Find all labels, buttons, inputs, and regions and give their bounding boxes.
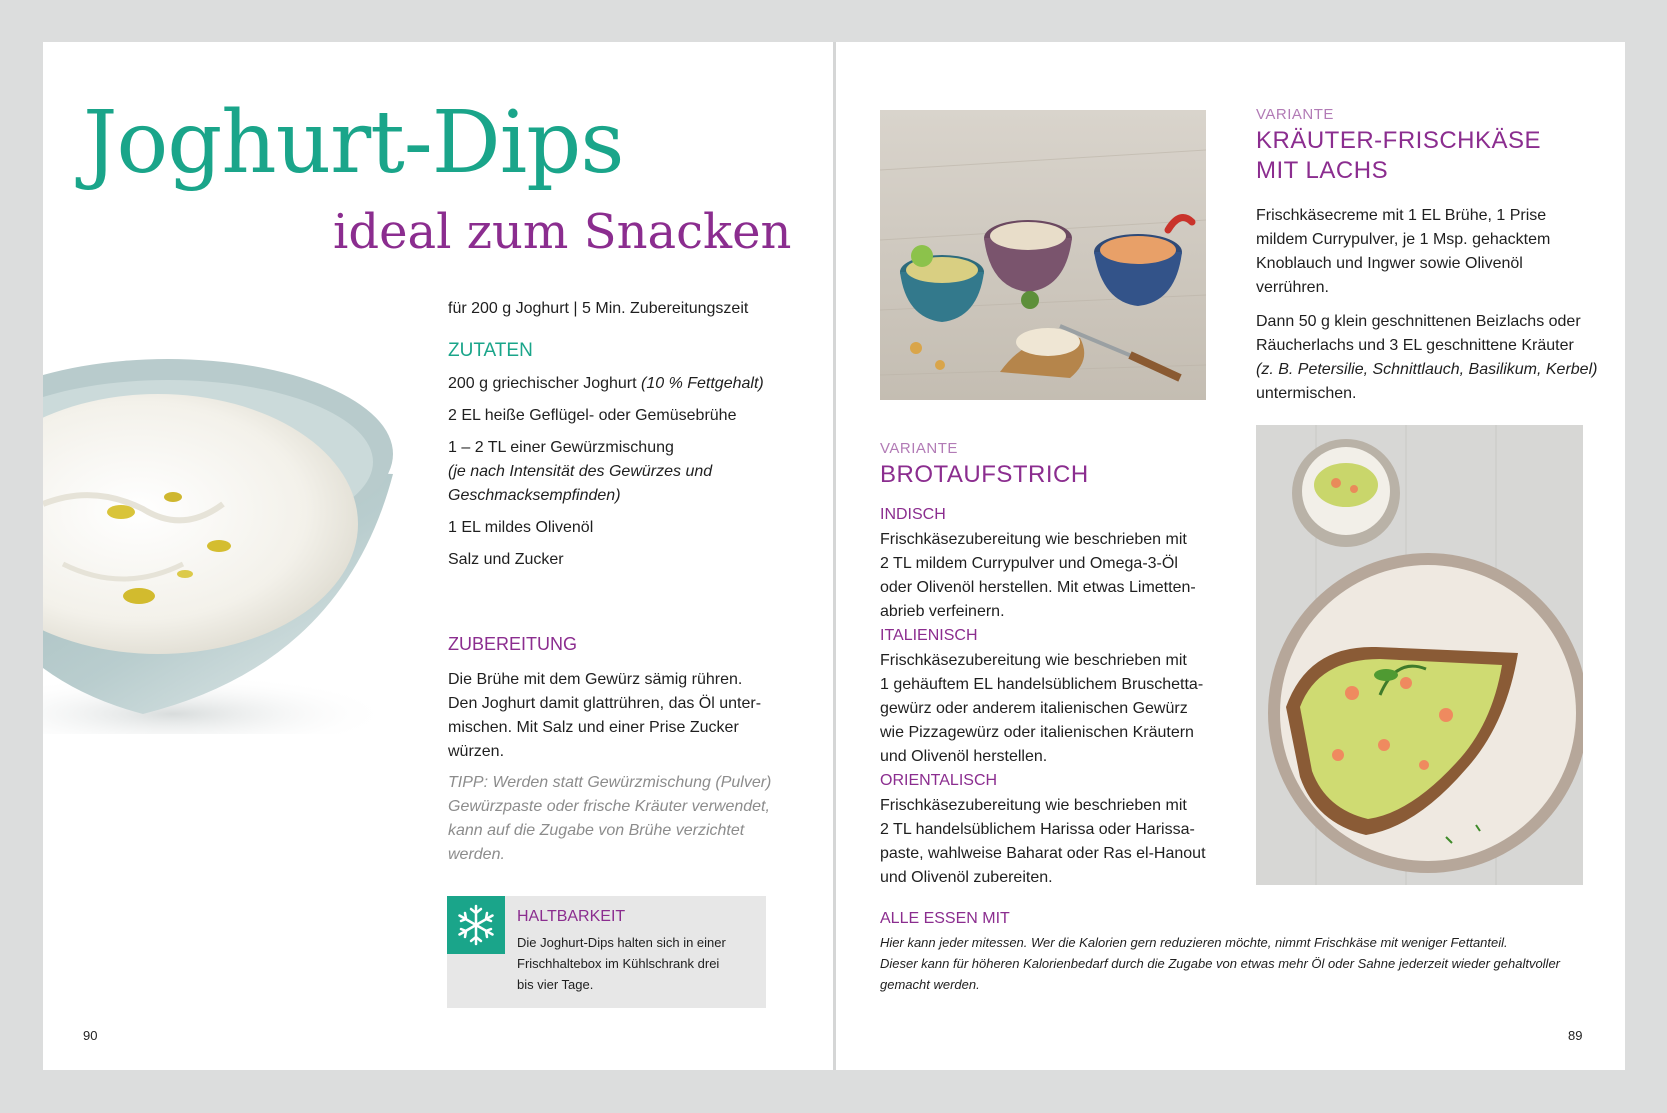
ingredient-3-note-2: Geschmacksempfinden) — [448, 487, 621, 504]
page-number-left: 90 — [83, 1028, 98, 1043]
orientalisch-line-3: paste, wahlweise Baharat oder Ras el-Hanout — [880, 845, 1206, 862]
alle-line-1: Hier kann jeder mitessen. Wer die Kalorien gern reduzieren möchte, nimmt Frischkäse mit weniger Fettanteil. — [880, 935, 1508, 950]
ingredient-1: 200 g griechischer Joghurt (10 % Fettgehalt) — [448, 375, 764, 392]
variant2-p2-italic: (z. B. Petersilie, Schnittlauch, Basilikum, Kerbel) — [1256, 361, 1598, 378]
variant2-title-line-1: KRÄUTER-FRISCHKÄSE — [1256, 127, 1542, 154]
ingredient-2: 2 EL heiße Geflügel- oder Gemüsebrühe — [448, 407, 737, 424]
variant2-p1-line-3: Knoblauch und Ingwer sowie Olivenöl — [1256, 255, 1523, 272]
indisch-line-3: oder Olivenöl herstellen. Mit etwas Limetten- — [880, 579, 1196, 596]
page-title: Joghurt-Dips — [83, 93, 624, 193]
page-number-right: 89 — [1568, 1028, 1583, 1043]
tipp-line-4: werden. — [448, 846, 505, 863]
alle-line-3: gemacht werden. — [880, 977, 980, 992]
zubereitung-heading: ZUBEREITUNG — [448, 634, 578, 654]
zubereitung-line-3: mischen. Mit Salz und einer Prise Zucker — [448, 719, 739, 736]
indisch-heading: INDISCH — [880, 506, 946, 523]
ingredient-3: 1 – 2 TL einer Gewürzmischung — [448, 439, 674, 456]
variant2-p1-line-1: Frischkäsecreme mit 1 EL Brühe, 1 Prise — [1256, 207, 1547, 224]
tipp-line-3: kann auf die Zugabe von Brühe verzichtet — [448, 822, 745, 839]
variant2-p2-line-1: Dann 50 g klein geschnittenen Beizlachs oder — [1256, 313, 1581, 330]
italienisch-line-3: gewürz oder anderem italienischen Gewürz — [880, 700, 1188, 717]
right-page — [836, 42, 1625, 1070]
italienisch-line-4: wie Pizzagewürz oder italienischen Kräutern — [880, 724, 1194, 741]
tipp-line-1: TIPP: Werden statt Gewürzmischung (Pulver) — [448, 774, 772, 791]
orientalisch-line-4: und Olivenöl zubereiten. — [880, 869, 1053, 886]
haltbarkeit-box — [447, 896, 766, 1008]
variant2-p1-line-4: verrühren. — [1256, 279, 1329, 296]
haltbarkeit-line-1: Die Joghurt-Dips halten sich in einer — [517, 935, 726, 950]
italienisch-heading: ITALIENISCH — [880, 627, 978, 644]
variant2-title-line-2: MIT LACHS — [1256, 157, 1389, 184]
indisch-line-1: Frischkäsezubereitung wie beschrieben mit — [880, 531, 1187, 548]
recipe-meta: für 200 g Joghurt | 5 Min. Zubereitungszeit — [448, 300, 749, 317]
orientalisch-heading: ORIENTALISCH — [880, 772, 998, 789]
zubereitung-line-1: Die Brühe mit dem Gewürz sämig rühren. — [448, 671, 743, 688]
haltbarkeit-line-3: bis vier Tage. — [517, 977, 594, 992]
snowflake-icon — [447, 896, 505, 954]
ingredient-5: Salz und Zucker — [448, 551, 564, 568]
variant2-p2-end: untermischen. — [1256, 385, 1357, 402]
alle-essen-mit-heading: ALLE ESSEN MIT — [880, 910, 1010, 927]
ingredient-4: 1 EL mildes Olivenöl — [448, 519, 594, 536]
alle-line-2: Dieser kann für höheren Kalorienbedarf durch die Zugabe von etwas mehr Öl oder Sahne jederzeit wieder gehaltvoller — [880, 956, 1561, 971]
variant1-label: VARIANTE — [880, 440, 958, 457]
indisch-line-4: abrieb verfeinern. — [880, 603, 1005, 620]
orientalisch-line-1: Frischkäsezubereitung wie beschrieben mit — [880, 797, 1187, 814]
yogurt-bowl-image — [43, 334, 403, 734]
variant2-p2-line-2: Räucherlachs und 3 EL geschnittene Kräuter — [1256, 337, 1574, 354]
zubereitung-line-2: Den Joghurt damit glattrühren, das Öl unter- — [448, 695, 762, 712]
variant1-title: BROTAUFSTRICH — [880, 461, 1089, 488]
variant2-p1-line-2: mildem Currypulver, je 1 Msp. gehacktem — [1256, 231, 1551, 248]
italienisch-line-5: und Olivenöl herstellen. — [880, 748, 1048, 765]
variant2-label: VARIANTE — [1256, 106, 1334, 123]
zubereitung-line-4: würzen. — [448, 743, 505, 760]
italienisch-line-2: 1 gehäuftem EL handelsüblichem Bruschetta- — [880, 676, 1204, 693]
haltbarkeit-heading: HALTBARKEIT — [517, 908, 626, 925]
dips-photo — [880, 110, 1206, 400]
zutaten-heading: ZUTATEN — [448, 340, 533, 361]
orientalisch-line-2: 2 TL handelsüblichem Harissa oder Harissa- — [880, 821, 1195, 838]
page-subtitle: ideal zum Snacken — [333, 204, 792, 260]
lachs-bread-photo — [1256, 425, 1583, 885]
italienisch-line-1: Frischkäsezubereitung wie beschrieben mit — [880, 652, 1187, 669]
indisch-line-2: 2 TL mildem Currypulver und Omega-3-Öl — [880, 555, 1178, 572]
left-page — [43, 42, 833, 1070]
tipp-line-2: Gewürzpaste oder frische Kräuter verwendet, — [448, 798, 770, 815]
ingredient-3-note-1: (je nach Intensität des Gewürzes und — [448, 463, 713, 480]
haltbarkeit-line-2: Frischhaltebox im Kühlschrank drei — [517, 956, 720, 971]
